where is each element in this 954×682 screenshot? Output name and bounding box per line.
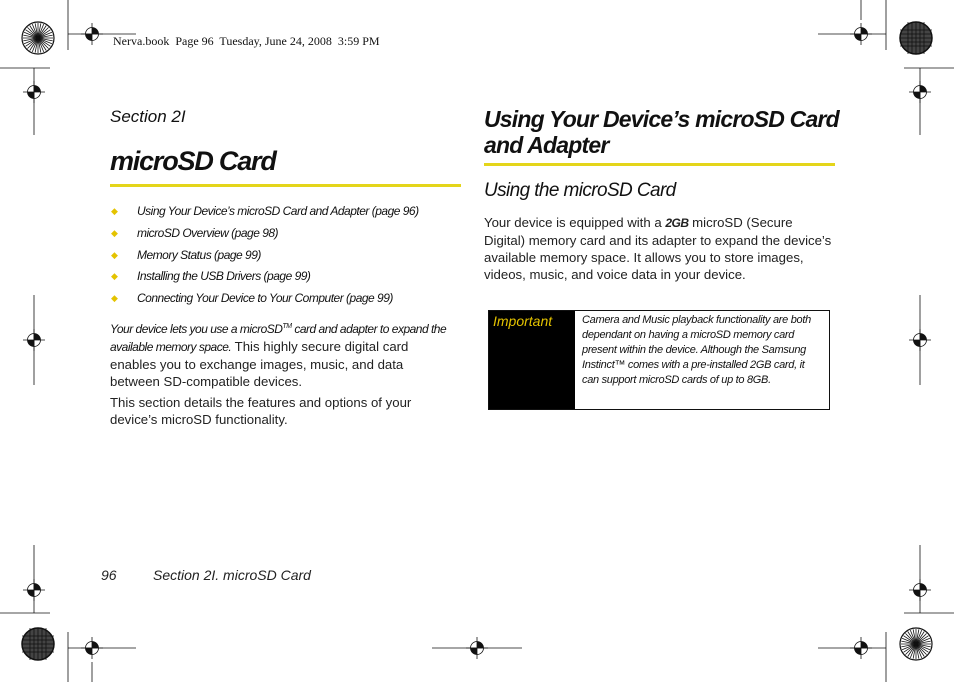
section-heading: Using Your Device’s microSD Card and Adapter [484, 106, 839, 158]
intro-paragraph [110, 318, 455, 390]
toc-item[interactable] [110, 269, 470, 291]
intro-rest: This highly secure digital card enables you to exchange images, music, and data between SD-compatible devices. [110, 339, 409, 389]
toc-item-label: Memory Status (page 99) [137, 247, 261, 262]
diamond-bullet-icon: ◆ [111, 293, 118, 304]
running-head: Nerva.book Page 96 Tuesday, June 24, 2008 3:59 PM [113, 34, 380, 48]
intro-lead-part-a: Your device lets you use a microSD [110, 322, 283, 336]
diamond-bullet-icon: ◆ [111, 227, 118, 238]
toc-item-label: Connecting Your Device to Your Computer (page 99) [137, 291, 393, 306]
footer-section-title: Section 2I. microSD Card [153, 567, 311, 583]
note-label-cell [489, 311, 575, 409]
toc-item-label: Installing the USB Drivers (page 99) [137, 269, 311, 284]
toc-item[interactable] [110, 204, 470, 226]
diamond-bullet-icon: ◆ [111, 206, 118, 216]
toc-item-label: microSD Overview (page 98) [137, 225, 279, 240]
section-label: Section 2I [110, 107, 186, 126]
trademark-mark: TM [282, 323, 292, 330]
note-text: Camera and Music playback functionality are both dependant on having a microSD memory card present within the device. Although the Samsung Instinct™ comes with a pre-installed 2GB card, it can support microSD cards of up to 8GB. [582, 314, 811, 386]
page-title: microSD Card [110, 146, 276, 176]
toc-item[interactable] [110, 248, 470, 270]
page-number: 96 [101, 567, 117, 583]
title-rule [110, 184, 461, 187]
intro-lead-part-b: card and adapter to expand the available memory space. [110, 322, 447, 354]
note-label: Important [493, 313, 553, 329]
toc-item[interactable] [110, 291, 470, 313]
important-note-box [488, 310, 830, 410]
body-paragraph [484, 214, 836, 283]
details-paragraph: This section details the features and options of your device’s microSD functionality. [110, 395, 412, 427]
toc-item-label: Using Your Device’s microSD Card and Adapter (page 96) [137, 204, 419, 218]
body-part-a: Your device is equipped with a [484, 215, 666, 230]
diamond-bullet-icon: ◆ [111, 249, 118, 260]
body-part-b: microSD (Secure Digital) memory card and its adapter to expand the device’s available memory space. It allows you to store images, videos, music, and voice data in your device. [484, 215, 832, 282]
toc-item[interactable] [110, 226, 470, 248]
diamond-bullet-icon: ◆ [111, 271, 118, 282]
section-contents-list [110, 204, 470, 313]
capacity-value: 2GB [665, 216, 689, 230]
sub-heading: Using the microSD Card [484, 180, 676, 201]
heading-rule [484, 163, 835, 166]
